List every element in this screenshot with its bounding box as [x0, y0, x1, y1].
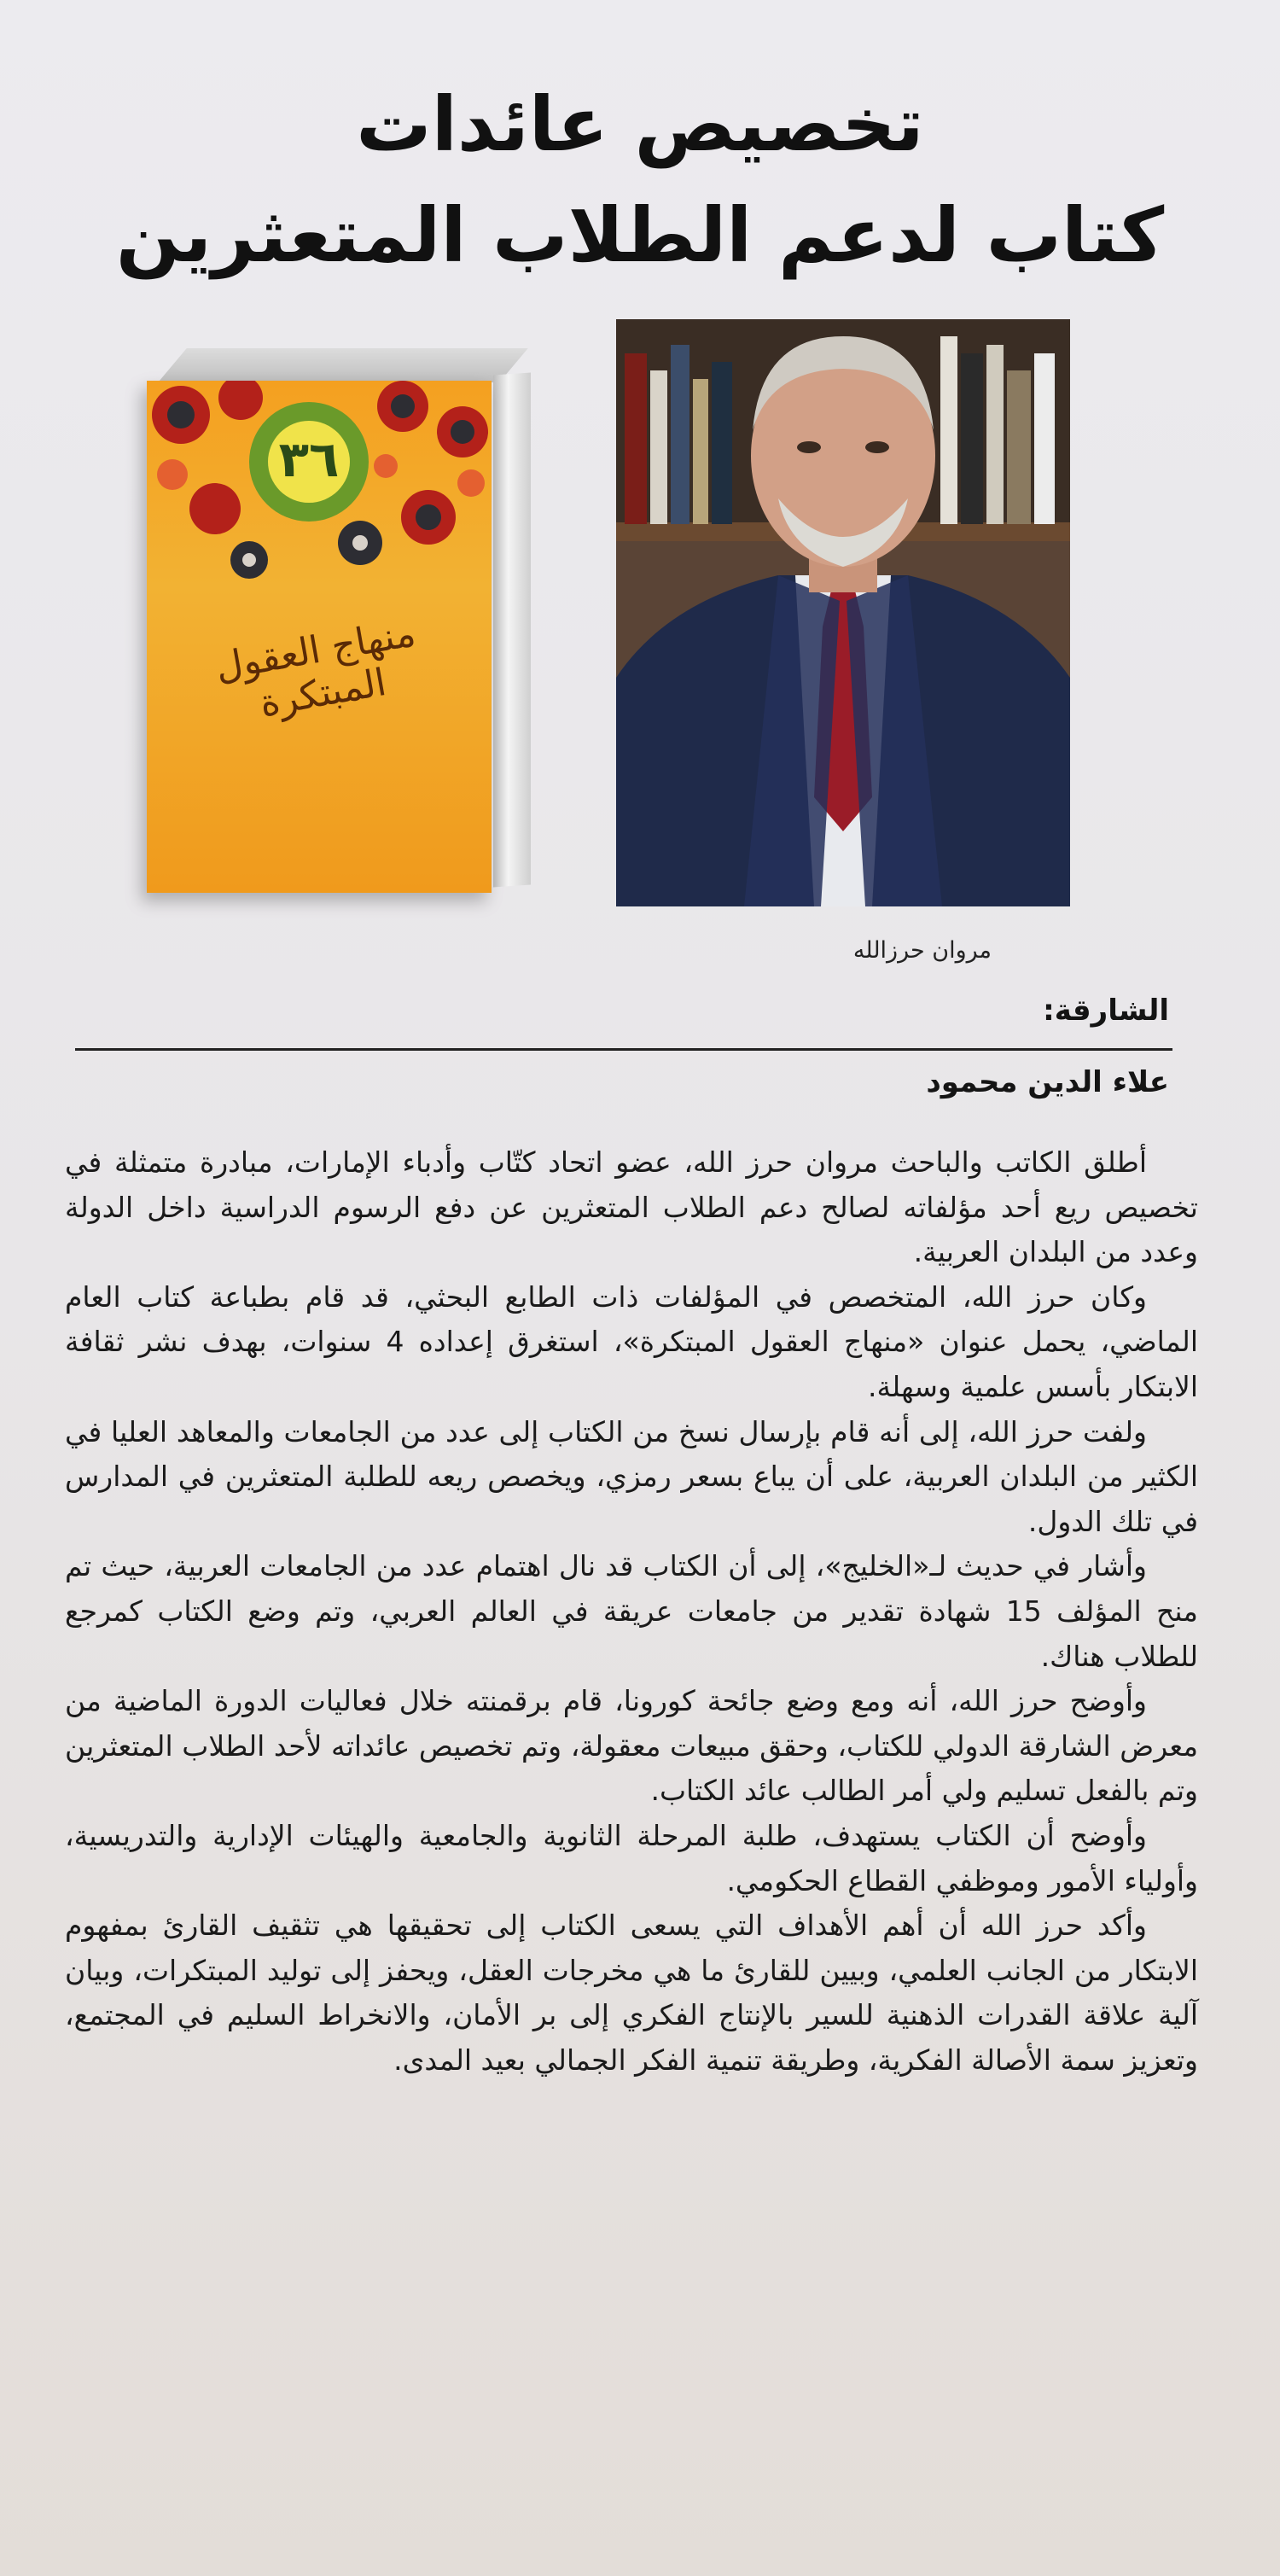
- article-headline: [0, 69, 1280, 291]
- book-cover-image: [147, 348, 531, 895]
- paragraph: وكان حرز الله، المتخصص في المؤلفات ذات الطابع البحثي، قد قام بطباعة كتاب العام الماضي، يحمل عنوان «منهاج العقول المبتكرة»، استغرق إعداده 4 سنوات، بهدف نشر ثقافة الابتكار بأسس علمية وسهلة.: [65, 1279, 1198, 1403]
- book-top-edge: [158, 348, 528, 382]
- paragraph: وأكد حرز الله أن أهم الأهداف التي يسعى الكتاب إلى تحقيقها هي تثقيف القارئ بمفهوم الابتكار من الجانب العلمي، وبيين للقارئ ما هي مخرجات العقل، ويحفز إلى توليد المبتكرات، وبيان آلية علاقة القدرات الذهنية للسير بالإنتاج الفكري إلى بر الأمان، والانخراط السليم في المجتمع، وتعزيز سمة الأصالة الفكرية، وطريقة تنمية الفكر الجمالي بعيد المدى.: [65, 1909, 1198, 2077]
- author-photo: [616, 319, 1070, 906]
- book-spine: [493, 372, 531, 887]
- dateline: الشارقة:: [1043, 994, 1169, 1028]
- headline-line-2: كتاب لدعم الطلاب المتعثرين: [115, 191, 1165, 280]
- paragraph: أطلق الكاتب والباحث مروان حرز الله، عضو اتحاد كتّاب وأدباء الإمارات، مبادرة متمثلة في تخصيص ريع أحد مؤلفاته لصالح دعم الطلاب المتعثرين عن دفع الرسوم الدراسية داخل الدولة وعدد من البلدان العربية.: [65, 1145, 1198, 1269]
- headline-line-1: تخصيص عائدات: [356, 80, 924, 169]
- book-front-cover: [147, 381, 492, 893]
- book-cover-number: ٣٦: [278, 430, 340, 488]
- paragraph: وأشار في حديث لـ«الخليج»، إلى أن الكتاب قد نال اهتمام عدد من الجامعات العربية، حيث تم منح المؤلف 15 شهادة تقدير من جامعات عريقة في العالم العربي، وتم وضع الكتاب كمرجع للطلاب هناك.: [65, 1549, 1198, 1673]
- byline-divider: [75, 1048, 1172, 1051]
- article-body: [65, 1140, 1198, 2083]
- book-cover-title: منهاج العقول المبتكرة: [212, 611, 419, 726]
- photo-caption: مروان حرزالله: [852, 937, 992, 964]
- paragraph: وأوضح أن الكتاب يستهدف، طلبة المرحلة الثانوية والجامعية والهيئات الإدارية والتدريسية، وأولياء الأمور وموظفي القطاع الحكومي.: [65, 1818, 1198, 1897]
- paragraph: ولفت حرز الله، إلى أنه قام بإرسال نسخ من الكتاب إلى عدد من الجامعات والمعاهد العليا في الكثير من البلدان العربية، على أن يباع بسعر رمزي، ويخصص ريعه للطلبة المتعثرين في المدارس في تلك الدول.: [65, 1414, 1198, 1538]
- author-portrait-illustration: [616, 319, 1070, 906]
- paragraph: وأوضح حرز الله، أنه ومع وضع جائحة كورونا، قام برقمنته خلال فعاليات الدورة الماضية من معرض الشارقة الدولي للكتاب، وحقق مبيعات معقولة، وتم تخصيص عائداته لأحد الطلاب المتعثرين وتم بالفعل تسليم ولي أمر الطالب عائد الكتاب.: [65, 1684, 1198, 1808]
- author-byline: علاء الدين محمود: [926, 1065, 1169, 1099]
